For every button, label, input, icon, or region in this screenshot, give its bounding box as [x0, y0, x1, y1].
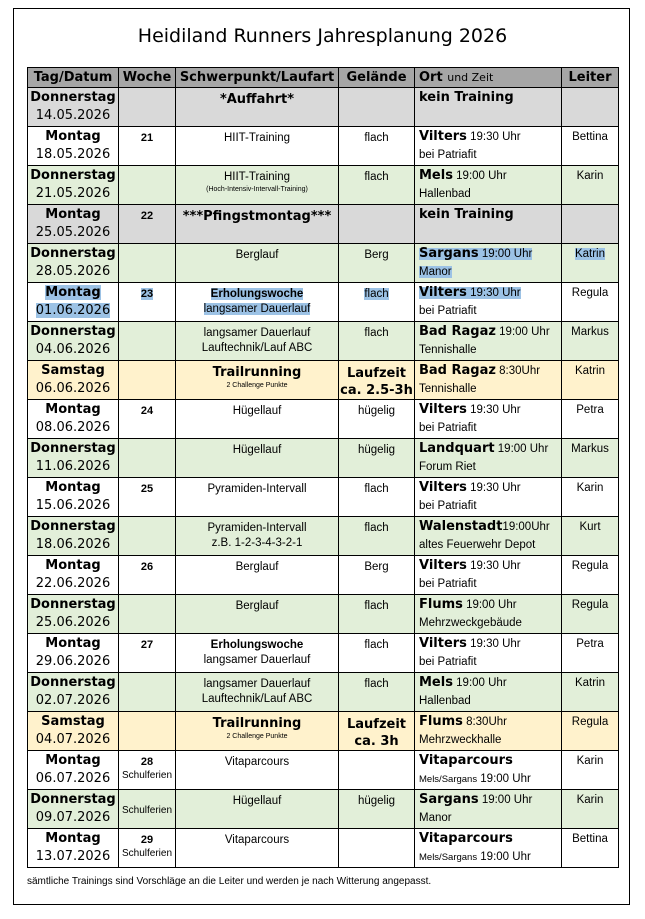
place-cell: Vilters 19:30 Uhr bei Patriafit: [415, 283, 562, 322]
leader-cell: Petra: [562, 634, 619, 673]
week-cell: 23: [119, 283, 176, 322]
week-cell: 25: [119, 478, 176, 517]
day-cell: Donnerstag 04.06.2026: [28, 322, 119, 361]
place-cell: Vilters 19:30 Uhr bei Patriafit: [415, 400, 562, 439]
table-row: [28, 127, 619, 166]
place-cell: Vilters 19:30 Uhr bei Patriafit: [415, 556, 562, 595]
table-row: [28, 205, 619, 244]
day-cell: Montag 22.06.2026: [28, 556, 119, 595]
week-cell: Schulferien: [119, 790, 176, 829]
place-cell: Vilters 19:30 Uhr bei Patriafit: [415, 634, 562, 673]
terrain-cell: flach: [339, 634, 415, 673]
focus-cell: Erholungswoche langsamer Dauerlauf: [176, 283, 339, 322]
day-cell: Montag 29.06.2026: [28, 634, 119, 673]
terrain-cell: flach: [339, 283, 415, 322]
terrain-cell: flach: [339, 595, 415, 634]
leader-cell: Regula: [562, 556, 619, 595]
leader-cell: Karin: [562, 790, 619, 829]
week-cell: [119, 244, 176, 283]
header-week: Woche: [119, 68, 176, 88]
terrain-cell: flach: [339, 673, 415, 712]
week-cell: [119, 166, 176, 205]
terrain-cell: Berg: [339, 244, 415, 283]
place-cell: kein Training: [415, 88, 562, 127]
leader-cell: [562, 88, 619, 127]
leader-cell: Petra: [562, 400, 619, 439]
week-cell: [119, 712, 176, 751]
week-cell: 22: [119, 205, 176, 244]
table-row: [28, 712, 619, 751]
table-row: [28, 439, 619, 478]
table-row: [28, 634, 619, 673]
terrain-cell: [339, 829, 415, 868]
leader-cell: Markus: [562, 439, 619, 478]
table-row: [28, 361, 619, 400]
day-cell: Donnerstag 09.07.2026: [28, 790, 119, 829]
week-cell: [119, 439, 176, 478]
place-cell: Bad Ragaz 8:30Uhr Tennishalle: [415, 361, 562, 400]
week-cell: [119, 673, 176, 712]
week-cell: [119, 361, 176, 400]
table-row: [28, 400, 619, 439]
table-row: [28, 751, 619, 790]
week-cell: 21: [119, 127, 176, 166]
leader-cell: [562, 205, 619, 244]
week-cell: 27: [119, 634, 176, 673]
table-row: [28, 322, 619, 361]
leader-cell: Karin: [562, 478, 619, 517]
day-cell: Montag 13.07.2026: [28, 829, 119, 868]
day-cell: Montag 15.06.2026: [28, 478, 119, 517]
day-cell: Donnerstag 14.05.2026: [28, 88, 119, 127]
leader-cell: Katrin: [562, 673, 619, 712]
day-cell: Donnerstag 11.06.2026: [28, 439, 119, 478]
header-focus: Schwerpunkt/Laufart: [176, 68, 339, 88]
place-cell: Mels 19:00 Uhr Hallenbad: [415, 673, 562, 712]
focus-cell: HIIT-Training (Hoch-Intensiv-Intervall-Training): [176, 166, 339, 205]
focus-cell: Trailrunning 2 Challenge Punkte: [176, 361, 339, 400]
leader-cell: Katrin: [562, 361, 619, 400]
terrain-cell: flach: [339, 517, 415, 556]
day-cell: Donnerstag 28.05.2026: [28, 244, 119, 283]
focus-cell: langsamer Dauerlauf Lauftechnik/Lauf ABC: [176, 322, 339, 361]
terrain-cell: [339, 751, 415, 790]
terrain-cell: hügelig: [339, 790, 415, 829]
focus-cell: Pyramiden-Intervall: [176, 478, 339, 517]
place-cell: Sargans 19:00 Uhr Manor: [415, 244, 562, 283]
terrain-cell: Berg: [339, 556, 415, 595]
leader-cell: Regula: [562, 595, 619, 634]
terrain-cell: Laufzeit ca. 2.5-3h: [339, 361, 415, 400]
leader-cell: Karin: [562, 166, 619, 205]
place-cell: Walenstadt19:00Uhr altes Feuerwehr Depot: [415, 517, 562, 556]
table-row: [28, 478, 619, 517]
table-row: [28, 829, 619, 868]
page-title: Heidiland Runners Jahresplanung 2026: [137, 25, 508, 47]
focus-cell: Hügellauf: [176, 400, 339, 439]
header-day: Tag/Datum: [28, 68, 119, 88]
terrain-cell: flach: [339, 127, 415, 166]
footer-note: sämtliche Trainings sind Vorschläge an die Leiter und werden je nach Witterung angepasst.: [27, 876, 432, 887]
terrain-cell: Laufzeit ca. 3h: [339, 712, 415, 751]
focus-cell: Berglauf: [176, 244, 339, 283]
week-cell: 26: [119, 556, 176, 595]
week-cell: [119, 88, 176, 127]
day-cell: Montag 01.06.2026: [28, 283, 119, 322]
place-cell: Vitaparcours Mels/Sargans 19:00 Uhr: [415, 829, 562, 868]
leader-cell: Markus: [562, 322, 619, 361]
focus-cell: ***Pfingstmontag***: [176, 205, 339, 244]
leader-cell: Kurt: [562, 517, 619, 556]
place-cell: Vilters 19:30 Uhr bei Patriafit: [415, 478, 562, 517]
focus-cell: Trailrunning 2 Challenge Punkte: [176, 712, 339, 751]
focus-cell: Erholungswoche langsamer Dauerlauf: [176, 634, 339, 673]
header-leader: Leiter: [562, 68, 619, 88]
day-cell: Donnerstag 21.05.2026: [28, 166, 119, 205]
table-row: [28, 88, 619, 127]
place-cell: Mels 19:00 Uhr Hallenbad: [415, 166, 562, 205]
week-cell: 24: [119, 400, 176, 439]
day-cell: Donnerstag 02.07.2026: [28, 673, 119, 712]
day-cell: Samstag 06.06.2026: [28, 361, 119, 400]
terrain-cell: flach: [339, 478, 415, 517]
leader-cell: Regula: [562, 283, 619, 322]
table-row: [28, 283, 619, 322]
week-cell: [119, 322, 176, 361]
focus-cell: Berglauf: [176, 595, 339, 634]
week-cell: [119, 595, 176, 634]
schedule-table: [27, 67, 619, 868]
place-cell: Bad Ragaz 19:00 Uhr Tennishalle: [415, 322, 562, 361]
focus-cell: Vitaparcours: [176, 751, 339, 790]
leader-cell: Bettina: [562, 829, 619, 868]
week-cell: 28 Schulferien: [119, 751, 176, 790]
table-header-row: [28, 68, 619, 88]
week-cell: 29 Schulferien: [119, 829, 176, 868]
day-cell: Montag 25.05.2026: [28, 205, 119, 244]
week-cell: [119, 517, 176, 556]
leader-cell: Karin: [562, 751, 619, 790]
table-row: [28, 517, 619, 556]
place-cell: Landquart 19:00 Uhr Forum Riet: [415, 439, 562, 478]
place-cell: Vilters 19:30 Uhr bei Patriafit: [415, 127, 562, 166]
terrain-cell: [339, 205, 415, 244]
day-cell: Samstag 04.07.2026: [28, 712, 119, 751]
place-cell: kein Training: [415, 205, 562, 244]
day-cell: Montag 06.07.2026: [28, 751, 119, 790]
day-cell: Donnerstag 25.06.2026: [28, 595, 119, 634]
terrain-cell: flach: [339, 166, 415, 205]
place-cell: Flums 19:00 Uhr Mehrzweckgebäude: [415, 595, 562, 634]
header-terrain: Gelände: [339, 68, 415, 88]
focus-cell: Pyramiden-Intervall z.B. 1-2-3-4-3-2-1: [176, 517, 339, 556]
focus-cell: *Auffahrt*: [176, 88, 339, 127]
leader-cell: Katrin: [562, 244, 619, 283]
place-cell: Flums 8:30Uhr Mehrzweckhalle: [415, 712, 562, 751]
terrain-cell: hügelig: [339, 400, 415, 439]
day-cell: Donnerstag 18.06.2026: [28, 517, 119, 556]
table-row: [28, 673, 619, 712]
focus-cell: langsamer Dauerlauf Lauftechnik/Lauf ABC: [176, 673, 339, 712]
focus-cell: Hügellauf: [176, 790, 339, 829]
terrain-cell: flach: [339, 322, 415, 361]
day-cell: Montag 08.06.2026: [28, 400, 119, 439]
table-row: [28, 556, 619, 595]
table-row: [28, 166, 619, 205]
table-row: [28, 595, 619, 634]
focus-cell: Berglauf: [176, 556, 339, 595]
terrain-cell: [339, 88, 415, 127]
table-row: [28, 790, 619, 829]
focus-cell: Vitaparcours: [176, 829, 339, 868]
focus-cell: HIIT-Training: [176, 127, 339, 166]
terrain-cell: hügelig: [339, 439, 415, 478]
focus-cell: Hügellauf: [176, 439, 339, 478]
table-row: [28, 244, 619, 283]
day-cell: Montag 18.05.2026: [28, 127, 119, 166]
leader-cell: Regula: [562, 712, 619, 751]
place-cell: Vitaparcours Mels/Sargans 19:00 Uhr: [415, 751, 562, 790]
place-cell: Sargans 19:00 Uhr Manor: [415, 790, 562, 829]
leader-cell: Bettina: [562, 127, 619, 166]
header-place: Ort und Zeit: [415, 68, 562, 88]
